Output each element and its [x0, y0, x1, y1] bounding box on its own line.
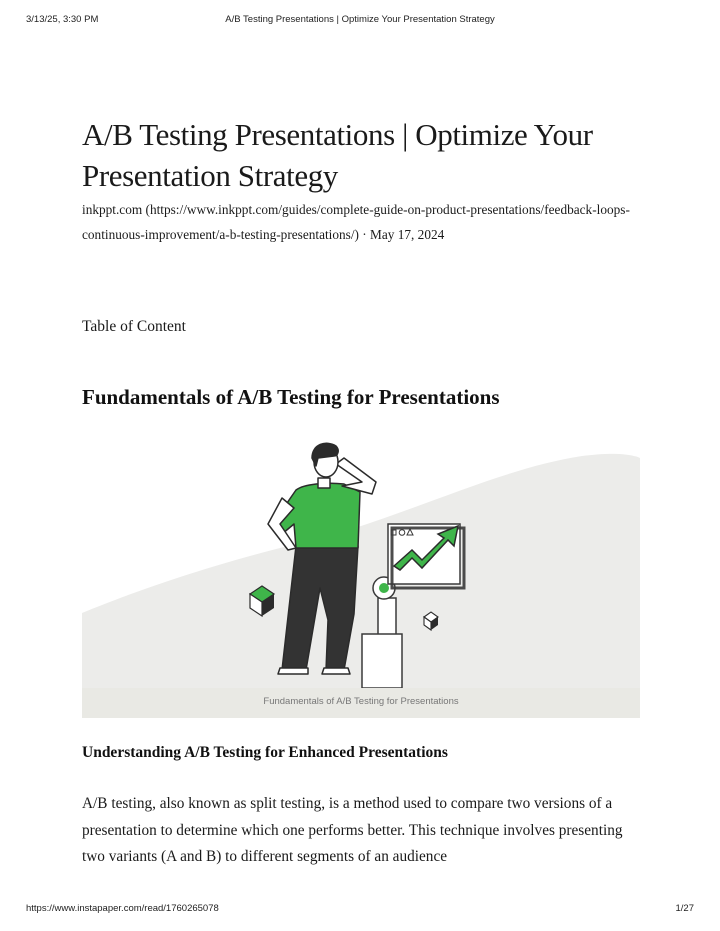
figure-caption: Fundamentals of A/B Testing for Presentations	[82, 688, 640, 718]
print-header	[0, 14, 720, 30]
subheading: Understanding A/B Testing for Enhanced Presentations	[82, 744, 448, 761]
print-url[interactable]: https://www.instapaper.com/read/1760265078	[26, 903, 219, 914]
ab-testing-illustration	[82, 438, 640, 688]
body-paragraph: A/B testing, also known as split testing, is a method used to compare two versions of a presentation to determine which one performs better. This technique involves presenting two variants (A and B) to different segments of an audience	[82, 795, 623, 865]
print-page-title: A/B Testing Presentations | Optimize Your Presentation Strategy	[225, 14, 495, 25]
article-title: A/B Testing Presentations | Optimize Your Presentation Strategy	[82, 117, 593, 193]
print-page-number: 1/27	[675, 903, 694, 914]
section-heading: Fundamentals of A/B Testing for Presentations	[82, 385, 500, 409]
article-figure	[82, 438, 640, 718]
print-datetime: 3/13/25, 3:30 PM	[26, 14, 99, 25]
table-of-content-label[interactable]: Table of Content	[82, 318, 186, 335]
article-meta[interactable]: inkppt.com (https://www.inkppt.com/guides/complete-guide-on-product-presentations/feedback-loops-continuous-improvement/a-b-testing-presentations/) · May 17, 2024	[82, 202, 630, 242]
print-footer	[0, 903, 720, 919]
